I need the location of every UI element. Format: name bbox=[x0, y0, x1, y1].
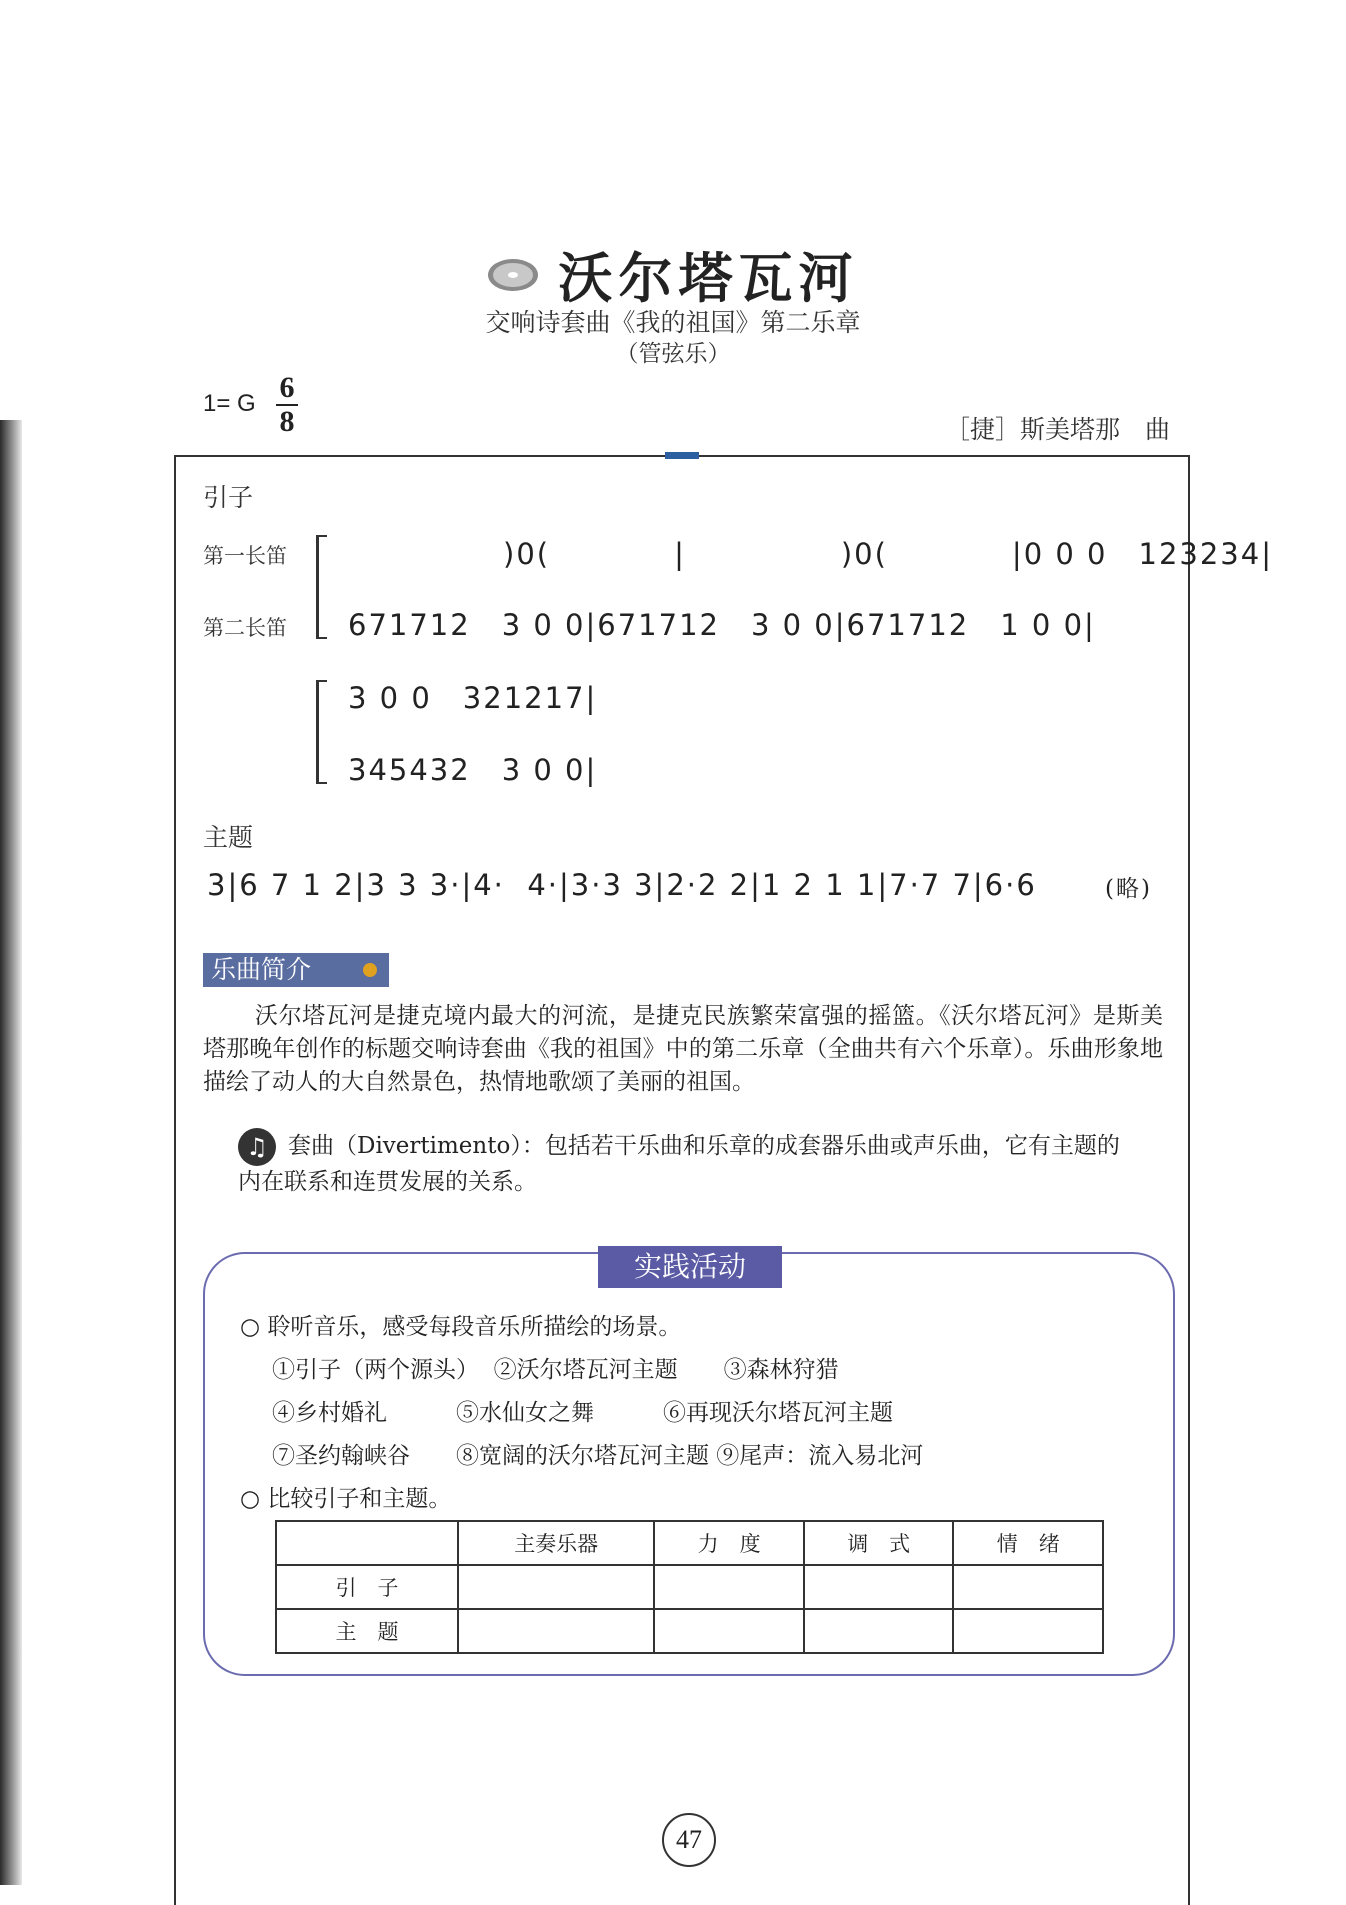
intro-paragraph: 沃尔塔瓦河是捷克境内最大的河流，是捷克民族繁荣富强的摇篮。《沃尔塔瓦河》是斯美塔那晚年创作的标题交响诗套曲《我的祖国》中的第二乐章（全曲共有六个乐章）。乐曲形象地描绘了动人的大自然景色，热情地歌颂了美丽的祖国。 bbox=[203, 1003, 1163, 1095]
genre: （管弦乐） bbox=[615, 341, 731, 367]
frame-tab-mark bbox=[665, 452, 699, 459]
key-signature: 1= G bbox=[203, 390, 256, 417]
practice-question-1: ○ 聆听音乐，感受每段音乐所描绘的场景。 bbox=[240, 1314, 682, 1340]
section-heading-intro bbox=[203, 953, 389, 987]
table-cell[interactable] bbox=[804, 1609, 954, 1653]
table-header-cell: 主奏乐器 bbox=[458, 1521, 654, 1565]
section-heading-text: 乐曲简介 bbox=[211, 956, 312, 984]
instrument-flute-2: 第二长笛 bbox=[203, 616, 287, 640]
page-binding-edge bbox=[0, 420, 22, 1885]
table-row-label: 主 题 bbox=[276, 1609, 458, 1653]
practice-items-row-3: ⑦圣约翰峡谷 ⑧宽阔的沃尔塔瓦河主题 ⑨尾声：流入易北河 bbox=[272, 1443, 924, 1469]
music-note-icon: ♫ bbox=[238, 1128, 276, 1166]
table-cell[interactable] bbox=[458, 1609, 654, 1653]
practice-heading: 实践活动 bbox=[598, 1246, 782, 1288]
instrument-flute-1: 第一长笛 bbox=[203, 544, 287, 568]
intro-label: 引子 bbox=[203, 484, 254, 512]
practice-items-row-2: ④乡村婚礼 ⑤水仙女之舞 ⑥再现沃尔塔瓦河主题 bbox=[272, 1400, 893, 1426]
time-signature bbox=[276, 372, 298, 438]
table-row bbox=[276, 1565, 1103, 1609]
score-row1-flute2: 671712 3 0 0|671712 3 0 0|671712 1 0 0| bbox=[348, 608, 1096, 642]
table-cell[interactable] bbox=[953, 1565, 1103, 1609]
practice-question-2: ○ 比较引子和主题。 bbox=[240, 1486, 452, 1512]
table-header-cell: 力 度 bbox=[654, 1521, 804, 1565]
table-cell[interactable] bbox=[654, 1565, 804, 1609]
table-row bbox=[276, 1609, 1103, 1653]
theme-ellipsis: (略) bbox=[1105, 876, 1152, 902]
system-bracket-2 bbox=[316, 680, 327, 784]
table-cell[interactable] bbox=[654, 1609, 804, 1653]
table-header-cell: 调 式 bbox=[804, 1521, 954, 1565]
subtitle: 交响诗套曲《我的祖国》第二乐章 bbox=[485, 308, 861, 337]
heading-dot-icon bbox=[363, 963, 377, 977]
table-header-cell: 情 绪 bbox=[953, 1521, 1103, 1565]
cd-icon bbox=[487, 255, 539, 295]
table-cell[interactable] bbox=[804, 1565, 954, 1609]
score-row2-flute2: 345432 3 0 0| bbox=[348, 753, 598, 787]
theme-label: 主题 bbox=[203, 824, 254, 852]
table-header-cell bbox=[276, 1521, 458, 1565]
comparison-table bbox=[275, 1520, 1104, 1654]
table-row-label: 引 子 bbox=[276, 1565, 458, 1609]
table-cell[interactable] bbox=[953, 1609, 1103, 1653]
practice-items-row-1: ①引子（两个源头） ②沃尔塔瓦河主题 ③森林狩猎 bbox=[272, 1357, 839, 1383]
time-top: 6 bbox=[279, 371, 295, 404]
theme-score: 3|6 7 1 2|3 3 3·|4· 4·|3·3 3|2·2 2|1 2 1 1|7·7 7|6·6 bbox=[207, 868, 1037, 902]
page-title: 沃尔塔瓦河 bbox=[558, 246, 859, 310]
title-block bbox=[0, 236, 1346, 313]
time-bottom: 8 bbox=[279, 405, 295, 438]
term-note: 套曲（Divertimento）：包括若干乐曲和乐章的成套器乐曲或声乐曲，它有主题的内在联系和连贯发展的关系。 bbox=[238, 1133, 1120, 1195]
page-number: 47 bbox=[662, 1813, 716, 1867]
score-row1-flute1: )0( | )0( |0 0 0 123234| bbox=[348, 537, 1273, 571]
system-bracket-1 bbox=[316, 535, 327, 639]
composer: ［捷］斯美塔那 曲 bbox=[944, 415, 1170, 444]
table-cell[interactable] bbox=[458, 1565, 654, 1609]
score-row2-flute1: 3 0 0 321217| bbox=[348, 681, 598, 715]
table-header-row bbox=[276, 1521, 1103, 1565]
